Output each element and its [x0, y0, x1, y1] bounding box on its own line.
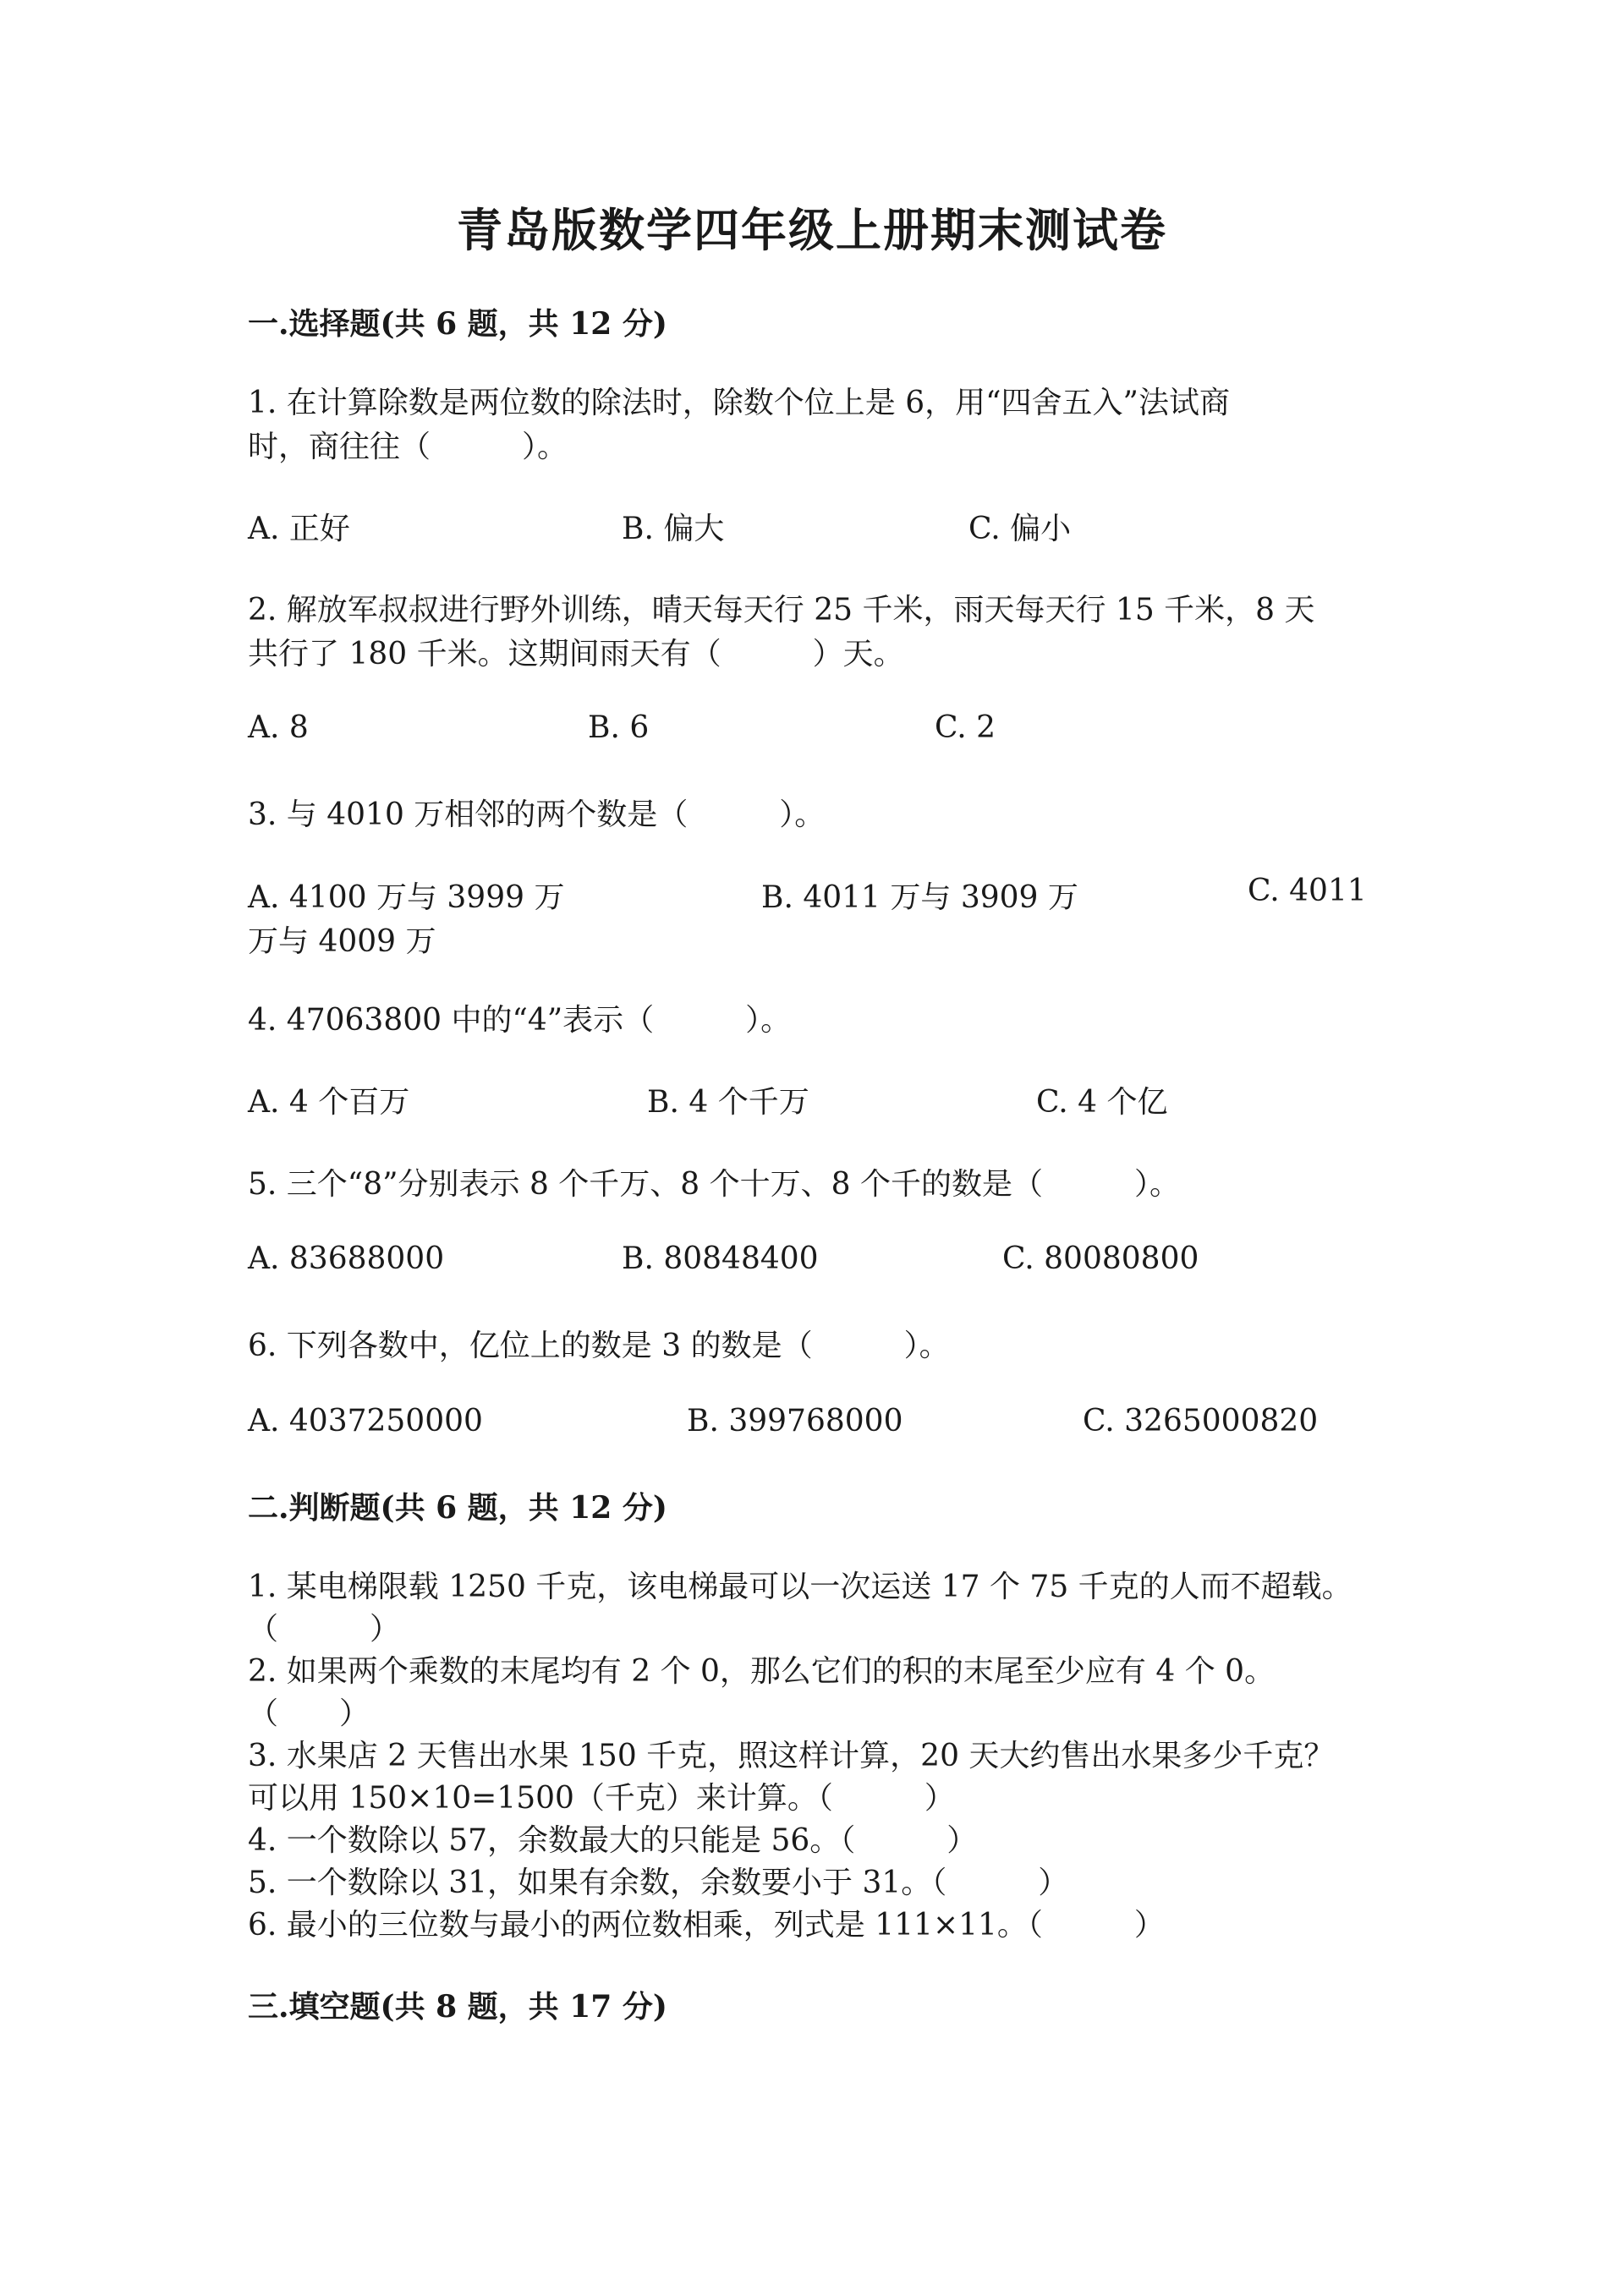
option-a: A. 4 个百万: [248, 1085, 410, 1120]
question-text: 5. 三个“8”分别表示 8 个千万、8 个十万、8 个千的数是（ ）。: [248, 1167, 1180, 1202]
option-a: A. 8: [248, 710, 309, 745]
option-c-continued: 万与 4009 万: [248, 924, 436, 959]
section-heading-judgement: 二.判断题(共 6 题，共 12 分): [248, 1490, 667, 1526]
option-b: B. 6: [588, 710, 650, 745]
question-text: 2. 解放军叔叔进行野外训练，晴天每天行 25 千米，雨天每天行 15 千米，8 天: [248, 593, 1315, 627]
option-c: C. 3265000820: [1083, 1404, 1319, 1438]
option-a: A. 4037250000: [248, 1404, 483, 1438]
option-a: A. 83688000: [248, 1241, 445, 1276]
option-b: B. 4 个千万: [647, 1085, 809, 1120]
option-a: A. 4100 万与 3999 万: [248, 880, 565, 915]
question-text: 2. 如果两个乘数的末尾均有 2 个 0，那么它们的积的末尾至少应有 4 个 0。: [248, 1654, 1276, 1689]
option-c: C. 2: [935, 710, 996, 745]
question-text: 4. 一个数除以 57，余数最大的只能是 56。（ ）: [248, 1823, 978, 1858]
section-heading-fill-blank: 三.填空题(共 8 题，共 17 分): [248, 1989, 667, 2025]
option-c: C. 4011: [1248, 874, 1367, 908]
answer-blank: （ ）: [248, 1696, 370, 1731]
question-text: 可以用 150×10=1500（千克）来计算。（ ）: [248, 1781, 955, 1816]
option-a: A. 正好: [248, 512, 350, 546]
option-c: C. 偏小: [968, 512, 1072, 546]
option-c: C. 80080800: [1002, 1241, 1199, 1276]
option-b: B. 399768000: [687, 1404, 903, 1438]
option-b: B. 80848400: [622, 1241, 819, 1276]
question-text: 6. 下列各数中，亿位上的数是 3 的数是（ ）。: [248, 1329, 950, 1363]
question-text: 4. 47063800 中的“4”表示（ ）。: [248, 1003, 792, 1038]
question-text: 共行了 180 千米。这期间雨天有（ ）天。: [248, 637, 904, 671]
section-heading-choice: 一.选择题(共 6 题，共 12 分): [248, 306, 667, 342]
question-text: 1. 某电梯限载 1250 千克，该电梯最可以一次运送 17 个 75 千克的人而不超载。: [248, 1570, 1352, 1604]
question-text: 3. 与 4010 万相邻的两个数是（ ）。: [248, 797, 826, 832]
question-text: 时，商往往（ ）。: [248, 430, 568, 464]
question-text: 3. 水果店 2 天售出水果 150 千克，照这样计算，20 天大约售出水果多少千克？: [248, 1739, 1335, 1773]
option-b: B. 4011 万与 3909 万: [761, 880, 1078, 915]
option-c: C. 4 个亿: [1036, 1085, 1168, 1120]
page-title: 青岛版数学四年级上册期末测试卷: [457, 203, 1167, 257]
question-text: 1. 在计算除数是两位数的除法时，除数个位上是 6，用“四舍五入”法试商: [248, 386, 1230, 420]
option-b: B. 偏大: [622, 512, 725, 546]
question-text: 5. 一个数除以 31，如果有余数，余数要小于 31。（ ）: [248, 1866, 1069, 1900]
question-text: 6. 最小的三位数与最小的两位数相乘，列式是 111×11。（ ）: [248, 1908, 1165, 1943]
answer-blank: （ ）: [248, 1612, 401, 1647]
